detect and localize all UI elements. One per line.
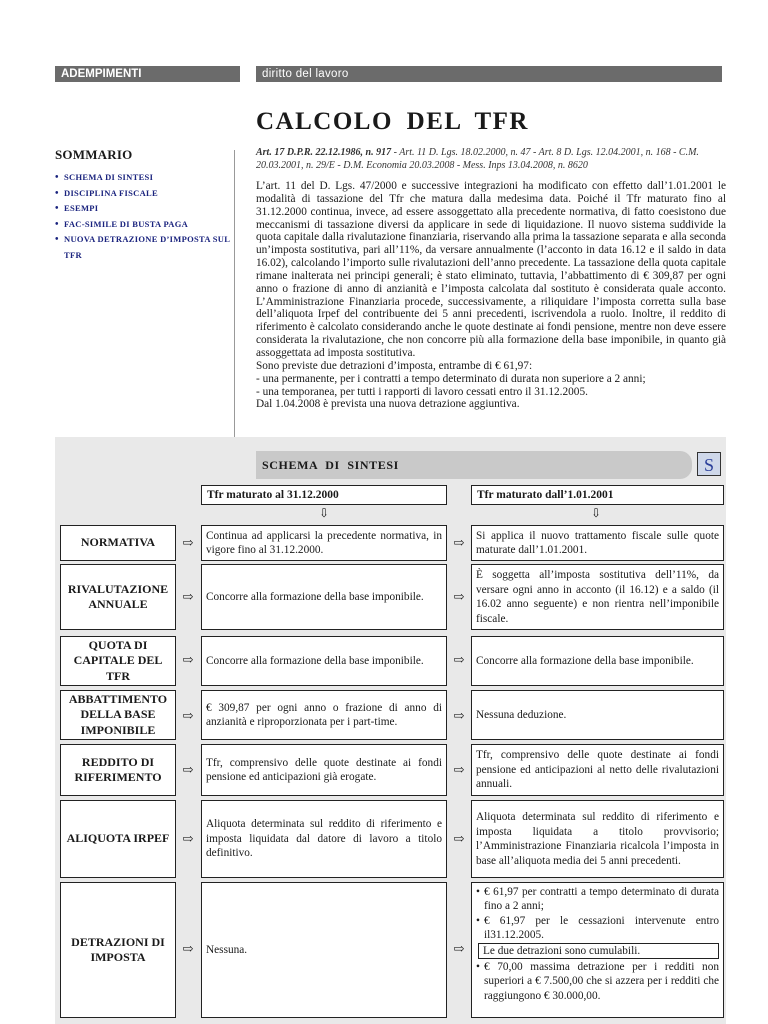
body-paragraph: Sono previste due detrazioni d’imposta, entrambe di € 61,97: (256, 359, 533, 372)
cell-detrazioni-2001 (471, 882, 724, 1018)
column-header-2001: Tfr maturato dall’1.01.2001 (471, 485, 724, 505)
cell-rivalutazione-2000: Concorre alla formazione della base imponibile. (201, 564, 447, 630)
down-arrow-icon: ⇩ (318, 506, 330, 520)
right-arrow-icon: ⇨ (453, 831, 465, 846)
row-label-abbattimento: ABBATTIMENTO DELLA BASE IMPONIBILE (60, 690, 176, 740)
right-arrow-icon: ⇨ (182, 708, 194, 723)
cumulabili-note: Le due detrazioni sono cumulabili. (478, 943, 719, 959)
body-paragraph: - una permanente, per i contratti a tempo determinato di durata non superiore a 2 anni; (256, 372, 646, 385)
legal-references (256, 147, 724, 172)
row-label-rivalutazione: RIVALUTAZIONE ANNUALE (60, 564, 176, 630)
cell-quota-capitale-2000: Concorre alla formazione della base imponibile. (201, 636, 447, 686)
right-arrow-icon: ⇨ (182, 941, 194, 956)
sommario-item-busta-paga[interactable]: • FAC-SIMILE DI BUSTA PAGA (55, 217, 240, 233)
primary-reference: Art. 17 D.P.R. 22.12.1986, n. 917 (256, 147, 392, 158)
cell-rivalutazione-2001: È soggetta all’imposta sostitutiva dell’11%, da versare ogni anno in acconto (il 16.12) e a saldo (il 16.02 anno seguente) e non rientra nell’imponibile fiscale. (471, 564, 724, 630)
sommario-item-detrazione[interactable]: • NUOVA DETRAZIONE D’IMPOSTA SUL TFR (55, 232, 240, 263)
row-label-aliquota: ALIQUOTA IRPEF (60, 800, 176, 878)
row-label-quota-capitale: QUOTA DI CAPITALE DEL TFR (60, 636, 176, 686)
right-arrow-icon: ⇨ (182, 831, 194, 846)
body-paragraph: L’art. 11 del D. Lgs. 47/2000 e successive integrazioni ha modificato con effetto dall’1.01.2001 le modalità di tassazione del Tfr che matura dalla medesima data. Poiché il Tfr maturato fino al 31.12.2000 continua, invece, ad essere assoggettato alla precedente normativa, di fatto coesistono due meccanismi di tassazione diversi da applicare in sede di liquidazione. Il nuovo sistema suddivide la quota capitale dalla rivalutazione finanziaria, riservando alla prima la tassazione separata e alla seconda un’imposta sostitutiva, pari all’11%, da versare annualmente (l’acconto in data 16.12 e il saldo in data 16.02), calcolando l’importo sulle rivalutazioni dell’anno precedente. La tassazione della quota capitale rimane inalterata nei principi generali; è stato eliminato, tuttavia, l’abbattimento di € 309,87 per ogni anno o frazione di anno di anzianità e l’imposta calcolata dal sostituto è considerata quale acconto. L’Amministrazione Finanziaria procede, successivamente, a riliquidare l’imposta corretta sulla base dell’aliquota Irpef del contribuente dei 5 anni precedenti, iscrivendola a ruolo. Inoltre, il reddito di riferimento è calcolato considerando anche le quote destinate ai fondi pensione, mentre non deve essere considerata la rivalutazione, che non concorre più alla formazione della base imponibile, in quanto già assoggettata ad imposta sostitutiva. (256, 180, 726, 359)
right-arrow-icon: ⇨ (453, 941, 465, 956)
cell-aliquota-2000: Aliquota determinata sul reddito di riferimento e imposta liquidata dal datore di lavoro a titolo definitivo. (201, 800, 447, 878)
section-badge: S (697, 452, 721, 476)
other-references: - Art. 11 D. Lgs. 18.02.2000, n. 47 - Art. 8 D. Lgs. 12.04.2001, n. 168 - C.M. 20.03.2001, n. 29/E - D.M. Economia 20.03.2008 - Mess. Inps 13.04.2008, n. 8620 (256, 147, 699, 171)
right-arrow-icon: ⇨ (453, 708, 465, 723)
right-arrow-icon: ⇨ (453, 762, 465, 777)
detrazioni-list (476, 960, 719, 1003)
right-arrow-icon: ⇨ (453, 535, 465, 550)
body-text (256, 180, 726, 411)
down-arrow-icon: ⇩ (590, 506, 602, 520)
column-header-2000: Tfr maturato al 31.12.2000 (201, 485, 447, 505)
schema-title: SCHEMA DI SINTESI (256, 451, 692, 479)
list-item: • € 70,00 massima detrazione per i redditi non superiori a € 7.500,00 che si azzera per i redditi che raggiungono € 30.000,00. (476, 960, 719, 1003)
row-label-normativa: NORMATIVA (60, 525, 176, 561)
row-label-detrazioni: DETRAZIONI DI IMPOSTA (60, 882, 176, 1018)
detrazioni-list (476, 885, 719, 942)
row-label-reddito: REDDITO DI RIFERIMENTO (60, 744, 176, 796)
right-arrow-icon: ⇨ (182, 535, 194, 550)
section-header: ADEMPIMENTI (55, 66, 240, 82)
sommario-item-schema[interactable]: • SCHEMA DI SINTESI (55, 170, 240, 186)
sommario-list (55, 170, 240, 263)
list-item: • € 61,97 per contratti a tempo determinato di durata fino a 2 anni; (476, 885, 719, 914)
list-item: • € 61,97 per le cessazioni intervenute entro il31.12.2005. (476, 914, 719, 943)
body-paragraph: Dal 1.04.2008 è prevista una nuova detrazione aggiuntiva. (256, 398, 520, 411)
cell-abbattimento-2001: Nessuna deduzione. (471, 690, 724, 740)
cell-reddito-2000: Tfr, comprensivo delle quote destinate ai fondi pensione ed anticipazioni già erogate. (201, 744, 447, 796)
body-paragraph: - una temporanea, per tutti i rapporti di lavoro cessati entro il 31.12.2005. (256, 385, 588, 398)
cell-reddito-2001: Tfr, comprensivo delle quote destinate ai fondi pensione ed anticipazioni al netto delle rivalutazioni annuali. (471, 744, 724, 796)
cell-normativa-2001: Si applica il nuovo trattamento fiscale sulle quote maturate dall’1.01.2001. (471, 525, 724, 561)
cell-normativa-2000: Continua ad applicarsi la precedente normativa, in vigore fino al 31.12.2000. (201, 525, 447, 561)
right-arrow-icon: ⇨ (453, 589, 465, 604)
column-divider (234, 150, 235, 438)
cell-abbattimento-2000: € 309,87 per ogni anno o frazione di anno di anzianità e riproporzionata per i part-time. (201, 690, 447, 740)
right-arrow-icon: ⇨ (182, 652, 194, 667)
page-title: CALCOLO DEL TFR (256, 108, 529, 135)
cell-quota-capitale-2001: Concorre alla formazione della base imponibile. (471, 636, 724, 686)
sommario-title: SOMMARIO (55, 147, 133, 162)
right-arrow-icon: ⇨ (182, 762, 194, 777)
category-header: diritto del lavoro (256, 66, 722, 82)
right-arrow-icon: ⇨ (182, 589, 194, 604)
cell-aliquota-2001: Aliquota determinata sul reddito di riferimento e imposta liquidata a titolo provvisorio; l’Amministrazione Finanziaria ricalcola l’imposta in base all’aliquota media dei 5 anni precedenti. (471, 800, 724, 878)
sommario-item-disciplina[interactable]: • DISCIPLINA FISCALE (55, 186, 240, 202)
cell-detrazioni-2000: Nessuna. (201, 882, 447, 1018)
right-arrow-icon: ⇨ (453, 652, 465, 667)
sommario-item-esempi[interactable]: • ESEMPI (55, 201, 240, 217)
